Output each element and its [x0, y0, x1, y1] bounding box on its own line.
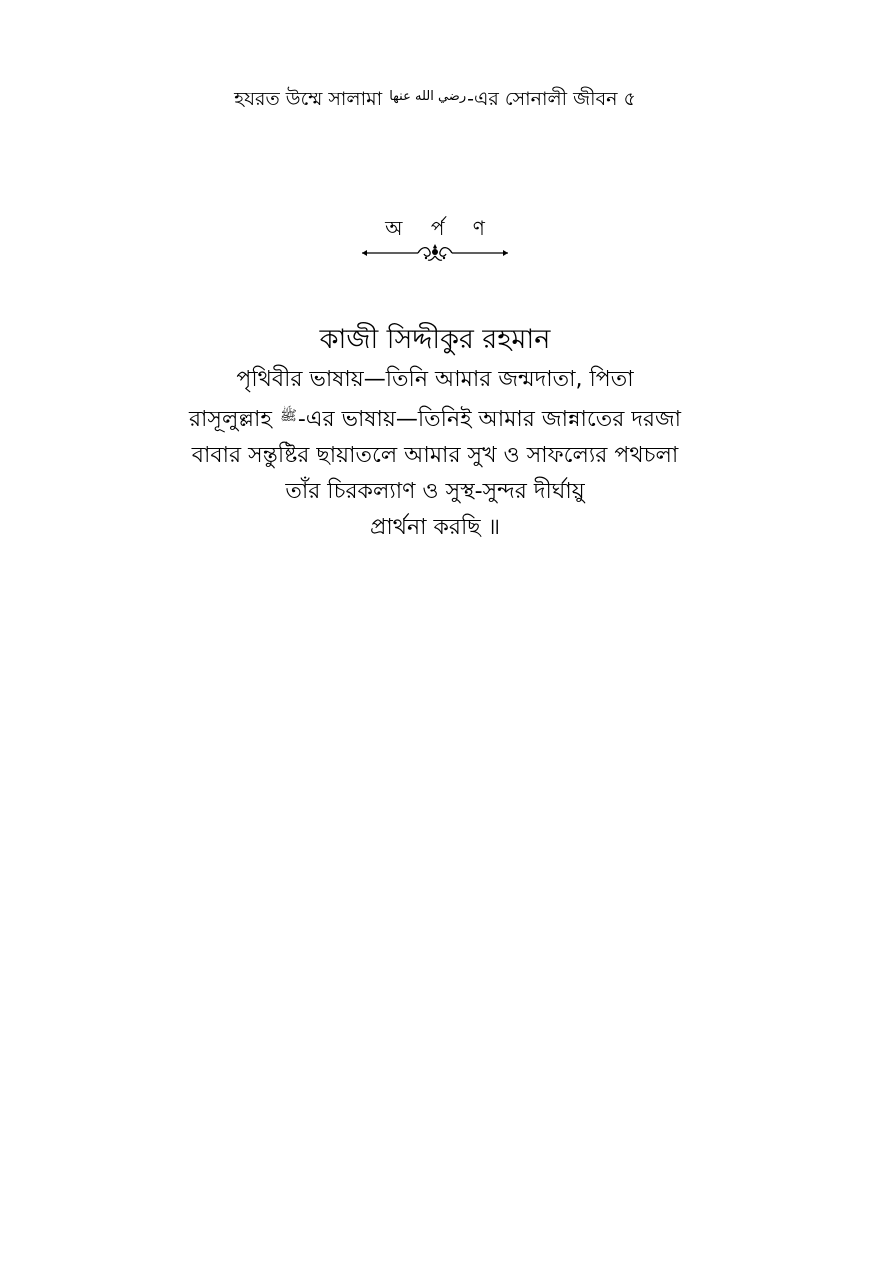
salutation-calligraphy: ﷺ: [279, 408, 297, 424]
section-title: অ র্প ণ: [385, 216, 485, 240]
honorific-calligraphy: رضي الله عنها: [389, 89, 467, 104]
dedication-line-1: পৃথিবীর ভাষায়—তিনি আমার জন্মদাতা, পিতা: [236, 367, 634, 392]
ornament-divider-icon: [360, 240, 510, 264]
dedication-line-3: বাবার সন্তুষ্টির ছায়াতলে আমার সুখ ও সাফল্যের পথচলা: [191, 443, 679, 468]
running-header: [0, 84, 870, 112]
dedication-line-5: প্রার্থনা করছি ॥: [369, 515, 501, 540]
dedication-line-2: [0, 398, 870, 438]
header-title-end: -এর সোনালী জীবন ৫: [467, 88, 636, 110]
dedication-name: কাজী সিদ্দীকুর রহমান: [319, 324, 551, 355]
header-title-start: হযরত উম্মে সালামা: [234, 88, 389, 110]
dedication-block: [0, 318, 870, 546]
dedication-line-2-end: -এর ভাষায়—তিনিই আমার জান্নাতের দরজা: [297, 407, 682, 432]
dedication-line-4: তাঁর চিরকল্যাণ ও সুস্থ-সুন্দর দীর্ঘায়ু: [285, 479, 585, 504]
dedication-line-2-start: রাসূলুল্লাহ: [188, 407, 279, 432]
